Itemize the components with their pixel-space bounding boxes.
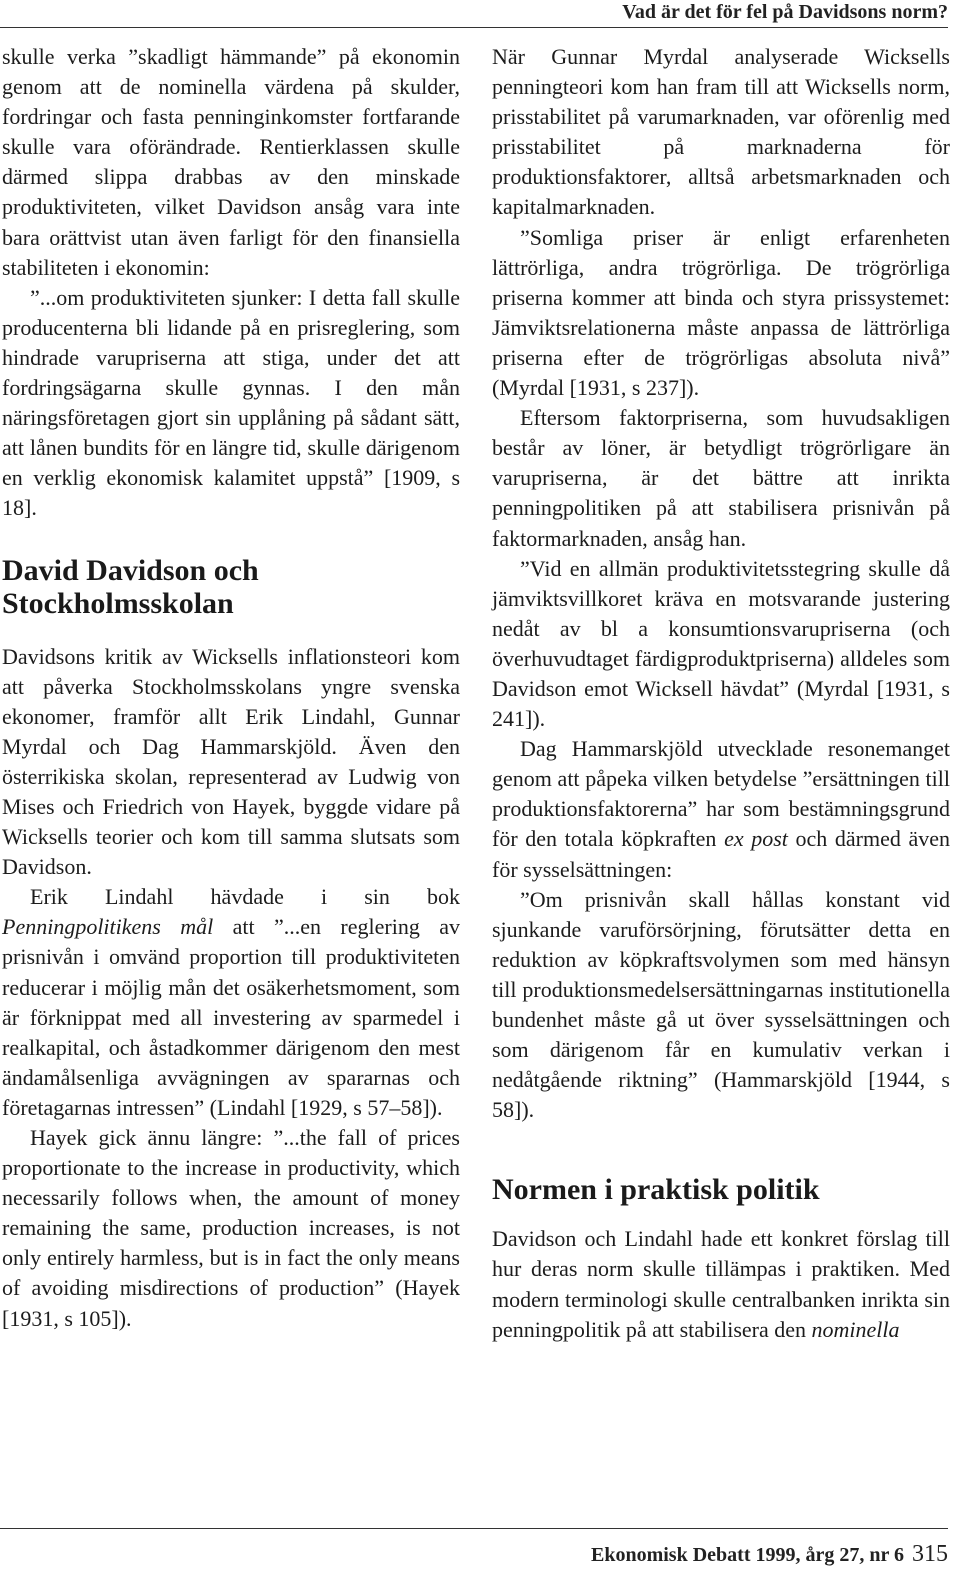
paragraph: Davidsons kritik av Wicksells inflationsteori kom att påverka Stockholmsskolans yngre svenska ekonomer, framför allt Erik Lindahl, Gunnar Myrdal och Dag Hammarskjöld. Även den österrikiska skolan, representerad av Ludwig von Mises och Friedrich von Hayek, byggde vidare på Wicksells teorier och kom till samma slutsats som Davidson. xyxy=(2,643,460,880)
paragraph: Eftersom faktorpriserna, som huvudsakligen består av löner, är betydligt trögrörligare än varupriserna, är det bättre att inrikta penningpolitiken på att stabilisera prisnivån på faktormarknaden, ansåg han. xyxy=(492,405,950,551)
quote-paragraph: ”Vid en allmän produktivitetsstegring skulle då jämviktsvillkoret kräva en motsvarande justering nedåt av bl a konsumtionsvarupriserna (och överhuvudtaget färdigproduktpriserna) alldeles som Davidson emot Wicksell hävdat” (Myrdal [1931, s 241]). xyxy=(492,555,950,732)
right-column xyxy=(492,42,950,1345)
footer xyxy=(591,1540,948,1569)
left-column xyxy=(2,42,460,1334)
quote-paragraph: ”Om prisnivån skall hållas konstant vid sjunkande varuförsörjning, förutsätter detta en reduktion av köpkraftsvolymen som med hänsyn till produktionsmedelsersättningarnas institutionella bundenhet måste gå ut över sysselsättningen och som därigenom får en kumulativ verkan i nedåtgående riktning” (Hammarskjöld [1944, s 58]). xyxy=(492,886,950,1123)
paragraph xyxy=(492,1224,950,1344)
footer-rule xyxy=(0,1528,948,1529)
text-run: Erik Lindahl hävdade i sin bok xyxy=(30,884,460,910)
paragraph: Hayek gick ännu längre: ”...the fall of prices proportionate to the increase in productivity, which necessarily follows when, the amount of money remaining the same, production increases, is not only entirely harmless, but is in fact the only means of avoiding misdirections of production” (Hayek [1931, s 105]). xyxy=(2,1125,460,1331)
section-heading: David Davidson och Stockholmsskolan xyxy=(2,553,259,620)
journal-citation: Ekonomisk Debatt 1999, årg 27, nr 6 xyxy=(591,1544,904,1566)
text-run: Davidson och Lindahl hade ett konkret förslag till hur deras norm skulle tillämpas i praktiken. Med modern terminologi skulle centralbanken inrikta sin penningpolitik på att stabilisera den xyxy=(492,1226,950,1342)
page-number: 315 xyxy=(912,1541,948,1567)
book-title: Penningpolitikens mål xyxy=(2,914,214,940)
text-run: Dag Hammarskjöld utvecklade resonemanget genom att påpeka vilken betydelse ”ersättningen till produktionsfaktorerna” har som bestämningsgrund för den totala köpkraften xyxy=(492,736,950,852)
quote-paragraph: ”Somliga priser är enligt erfarenheten lättrörliga, andra trögrörliga. De trögrörliga priserna kommer att binda och styra prissystemet: Jämviktsrelationerna måste anpassa de lättrörliga priserna efter de trögrörligas absoluta nivå” (Myrdal [1931, s 237]). xyxy=(492,224,950,401)
text-run: att ”...en reglering av prisnivån i omvänd proportion till produktiviteten reducerar i möjlig mån det osäkerhetsmoment, som är förknippat med all investering av sparmedel i realkapital, och åstadkommer därigenom den mest ändamålsenliga avvägningen av spararnas och företagarnas intressen” (Lindahl [1929, s 57–58]). xyxy=(2,914,460,1120)
section-heading: Normen i praktisk politik xyxy=(492,1173,820,1207)
header-rule xyxy=(0,27,948,28)
italic-term: ex post xyxy=(724,826,788,852)
paragraph xyxy=(2,882,460,1123)
italic-term: nominella xyxy=(811,1316,900,1342)
quote-paragraph: ”...om produktiviteten sjunker: I detta fall skulle producenterna bli lidande på en prisreglering, som hindrade varupriserna att stiga, under det att fordringsägarna skulle gynnas. I den mån näringsföretagen gjort sin upplåning på sådant sätt, att lånen bundits för en längre tid, skulle därigenom en verklig ekonomisk kalamitet uppstå” [1909, s 18]. xyxy=(2,284,460,521)
text-run: och därmed även för sysselsättningen: xyxy=(492,826,951,882)
paragraph xyxy=(492,734,950,884)
paragraph: När Gunnar Myrdal analyserade Wicksells penningteori kom han fram till att Wicksells norm, prisstabilitet på varumarknaden, var oförenlig med prisstabilitet på marknaderna för produktionsfaktorer, alltså arbetsmarknaden och kapitalmarknaden. xyxy=(492,44,950,220)
paragraph: skulle verka ”skadligt hämmande” på ekonomin genom att de nominella värdena på skulder, fordringar och fasta penninginkomster fortfarande skulle vara oförändrade. Rentierklassen skulle därmed slippa drabbas av den minskade produktiviteten, vilket Davidson ansåg vara inte bara orättvist utan även farligt för den finansiella stabiliteten i ekonomin: xyxy=(2,44,460,280)
running-head: Vad är det för fel på Davidsons norm? xyxy=(622,1,948,23)
